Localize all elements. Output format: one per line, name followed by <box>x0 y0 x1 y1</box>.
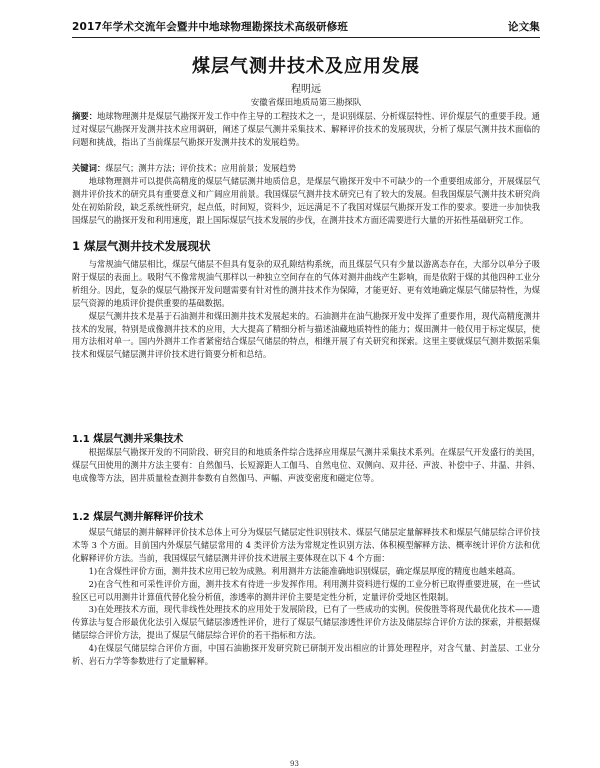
section-1-2-paragraph: 煤层气储层的测井解释评价技术总体上可分为煤层气储层定性识别技术、煤层气储层定量解释技术和煤层气储层综合评价技术等 3 个方面。目前国内外煤层气储层常用的 4 类评价方法为常规定性识别方法、体积模型解释方法、概率统计评价方法和优化解释评价方法。当前，我国煤层气储层测井评价技术进展主要体现在以下 4 个方面： <box>72 527 540 563</box>
running-header-right: 论文集 <box>507 21 540 33</box>
keywords <box>72 162 540 227</box>
abstract <box>72 110 540 149</box>
section-1-2-body <box>72 526 540 668</box>
author: 程明远 <box>291 84 321 95</box>
list-item: 3)在处理技术方面，现代非线性处理技术的应用处于发展阶段，已有了一些成功的实例。侯俊胜等将现代最优化技术——遗传算法与复合形最优化法引入煤层气储层渗透性评价，进行了煤层气储层渗透性评价方法及储层综合评价方法的探索，并根据煤储层综合评价方法，提出了煤层气储层综合评价的若干指标和方法。 <box>72 604 540 641</box>
keywords-paragraph <box>72 162 540 175</box>
abstract-label: 摘要： <box>72 111 98 121</box>
section-1-heading: 1 煤层气测井技术发展现状 <box>72 239 211 253</box>
abstract-paragraph <box>72 110 540 149</box>
paper-title: 煤层气测井技术及应用发展 <box>192 56 420 77</box>
list-item: 4)在煤层气储层综合评价方面，中国石油勘探开发研究院已研制开发出相应的计算处理程序，对含气量、封盖层、工业分析、岩石力学等参数进行了定量解释。 <box>72 643 540 667</box>
keywords-label: 关键词： <box>72 163 106 173</box>
running-header <box>72 14 540 38</box>
list-item: 1)在含煤性评价方面，测井技术应用已较为成熟。利用测井方法能准确地识别煤层，确定煤层厚度的精度也越来越高。 <box>88 565 521 576</box>
section-1-1-body <box>72 446 540 485</box>
section-1-2-heading: 1.2 煤层气测井解释评价技术 <box>72 512 204 523</box>
keywords-text: 煤层气；测井方法；评价技术；应用前景；发展趋势 <box>105 163 297 173</box>
section-1-1-paragraph: 根据煤层气勘探开发的不同阶段、研究目的和地质条件综合选择应用煤层气测井采集技术系列。在煤层气开发盛行的美国，煤层气田使用的测井方法主要有：自然伽马、长短源距人工伽马、自然电位、双侧向、双井径、声波、补偿中子、井温、井斜、电成像等方法，固井质量检查测井参数有自然伽马、声幅、声波变密度和磁定位等。 <box>72 447 540 483</box>
affiliation: 安徽省煤田地质局第三勘探队 <box>250 98 362 108</box>
section-1-1-heading: 1.1 煤层气测井采集技术 <box>72 434 184 445</box>
section-1-paragraph-1: 与常规油气储层相比，煤层气储层不但具有复杂的双孔隙结构系统，而且煤层气只有少量以游离态存在，大部分以单分子吸附于煤层的表面上。吸附气不像常规油气那样以一种独立空间存在的气体对测井曲线产生影响，而是依附于煤的其他四种工业分析组分。因此，复杂的煤层气勘探开发问题需要有针对性的测井技术作为保障，才能更好、更有效地确定煤层气储层特性，为煤层气资源的地质评价提供重要的基础数据。 <box>72 259 540 308</box>
running-header-left: 2017年学术交流年会暨井中地球物理勘探技术高级研修班 <box>72 21 349 33</box>
intro-paragraph: 地球物理测井可以提供高精度的煤层气储层测井地质信息，是煤层气勘探开发中不可缺少的一个重要组成部分，开展煤层气测井评价技术的研究具有重要意义和广阔应用前景。我国煤层气测井技术研究已有了较大的发展。但我国煤层气测井技术研究尚处在初始阶段，缺乏系统性研究，起点低，时间短，资料少，远远满足不了我国对煤层气勘探开发工作的要求。要进一步加快我国煤层气的勘探开发和利用速度，跟上国际煤层气技术发展的步伐，在测井技术方面还需要进行大量的开拓性基础研究工作。 <box>72 175 540 225</box>
section-1-paragraph-2: 煤层气测井技术是基于石油测井和煤田测井技术发展起来的。石油测井在油气勘探开发中发挥了重要作用，现代高精度测井技术的发展，特别是成像测井技术的应用，大大提高了精细分析与描述油藏地质特性的能力；煤田测井一般仅用于标定煤层，使用方法相对单一。国内外测井工作者紧密结合煤层气储层的特点，相继开展了有关研究和探索。这里主要就煤层气测井数据采集技术和煤层气储层测井评价技术进行简要分析和总结。 <box>72 310 540 360</box>
page-number: 93 <box>290 760 299 768</box>
abstract-text: 地球物理测井是煤层气勘探开发工作中作主导的工程技术之一，是识别煤层、分析煤层特性、评价煤层气的重要手段。通过对煤层气勘探开发测井技术应用调研，阐述了煤层气测井采集技术、解释评价技术的发展现状，分析了煤层气测井技术面临的问题和挑战，指出了当前煤层气勘探开发测井技术的发展趋势。 <box>72 111 540 147</box>
list-item: 2)在含气性和可采性评价方面，测井技术有待进一步发挥作用。利用测井资料进行煤的工业分析已取得重要进展，在一些试验区已可以用测井计算值代替化验分析值，渗透率的测井评价主要是定性分析，定量评价受地区性限制。 <box>72 578 540 602</box>
section-1-body <box>72 258 540 361</box>
